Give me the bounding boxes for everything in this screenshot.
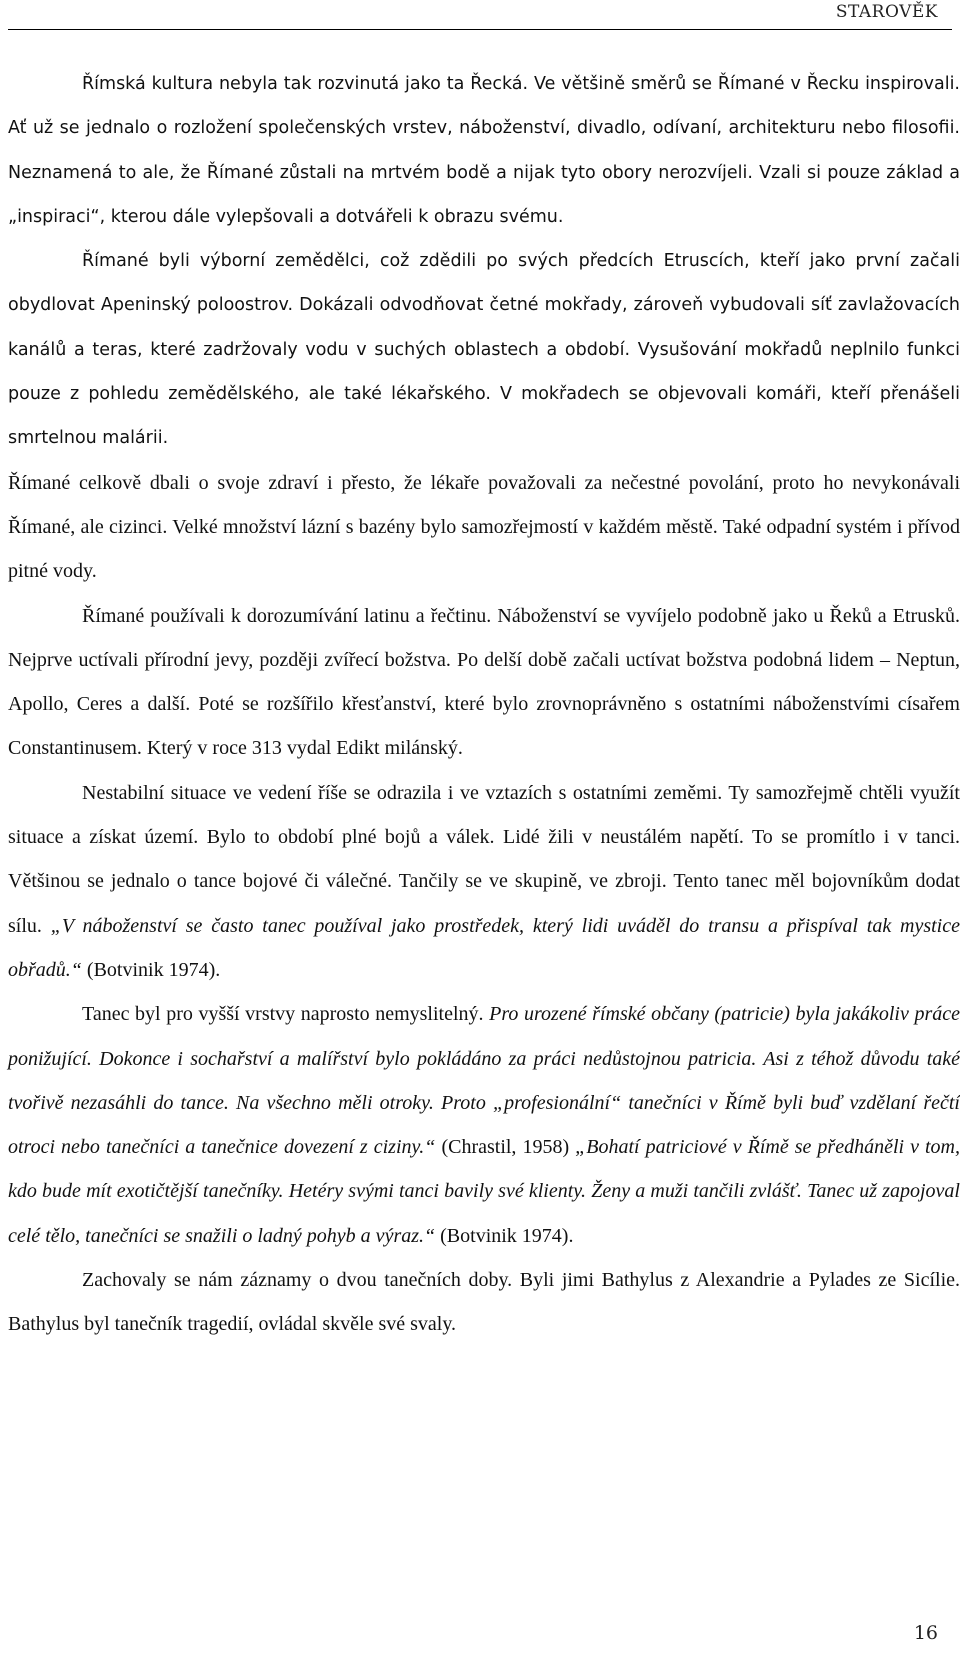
citation: (Botvinik 1974). [81, 958, 221, 981]
paragraph-health: Římané celkově dbali o svoje zdraví i přesto, že lékaře považovali za nečestné povolání, proto ho nevykonávali Římané, ale cizinci. Velké množství lázní s bazény bylo samozřejmostí v každém městě. Také odpadní systém i přívod pitné vody. [8, 471, 960, 583]
text-run: Nestabilní situace ve vedení říše se odrazila i ve vztazích s ostatními zeměmi. Ty samozřejmě chtěli využít situace a získat území. Bylo to období plné bojů a válek. Lidé žili v neustálém napětí. To se promítlo i v tanci. Většinou se jednalo o tance bojové či válečné. Tančily se ve skupině, ve zbroji. Tento tanec měl bojovníkům dodat sílu. [8, 781, 960, 937]
paragraph-agriculture: Římané byli výborní zemědělci, což zdědili po svých předcích Etruscích, kteří jako první začali obydlovat Apeninský poloostrov. Dokázali odvodňovat četné mokřady, zároveň vybudovali síť zavlažovacích kanálů a teras, které zadržovaly vodu v suchých oblastech a období. Vysušování mokřadů neplnilo funkci pouze z pohledu zemědělského, ale také lékařského. V mokřadech se objevovali komáři, kteří přenášeli smrtelnou malárii. [8, 251, 960, 449]
citation: (Chrastil, 1958) [435, 1136, 576, 1159]
paragraph-roman-culture: Římská kultura nebyla tak rozvinutá jako ta Řecká. Ve většině směrů se Římané v Řecku inspirovali. Ať už se jednalo o rozložení společenských vrstev, náboženství, divadlo, odívaní, architekturu nebo filosofii. Neznamená to ale, že Římané zůstali na mrtvém bodě a nijak tyto obory nerozvíjeli. Vzali si pouze základ a „inspiraci“, kterou dále vylepšovali a dotvářeli k obrazu svému. [8, 74, 960, 227]
body-text [8, 62, 960, 1347]
paragraph-dancers: Zachovaly se nám záznamy o dvou tanečních doby. Byli jimi Bathylus z Alexandrie a Pylades ze Sicílie. Bathylus byl tanečník tragedií, ovládal skvěle své svaly. [8, 1269, 960, 1336]
paragraph-dance-war [8, 771, 960, 992]
quote: „Bohatí patriciové v Římě se předháněli v tom, kdo bude mít exotičtější tanečníky. Hetéry svými tanci bavily své klienty. Ženy a muži tančili zvlášť. Tanec už zapojoval celé tělo, tanečníci se snažili o ladný pohyb a výraz.“ [8, 1136, 960, 1247]
quote: Pro urozené římské občany (patricie) byla jakákoliv práce ponižující. Dokonce i sochařství a malířství bylo pokládáno za práci nedůstojnou patricia. Asi z téhož důvodu také tvořivě nezasáhli do tance. Na všechno měli otroky. Proto „profesionální“ tanečníci v Římě byli buď vzdělaní řečtí otroci nebo tanečníci a tanečnice dovezení z ciziny.“ [8, 1003, 960, 1159]
paragraph-language-religion: Římané používali k dorozumívání latinu a řečtinu. Náboženství se vyvíjelo podobně jako u Řeků a Etrusků. Nejprve uctívali přírodní jevy, později zvířecí božstva. Po delší době začali uctívat božstva podobná lidem – Neptun, Apollo, Ceres a další. Poté se rozšířilo křesťanství, které bylo zrovnoprávněno s ostatními náboženstvími císařem Constantinusem. Který v roce 313 vydal Edikt milánský. [8, 604, 960, 760]
text-run: Tanec byl pro vyšší vrstvy naprosto nemyslitelný. [82, 1003, 490, 1026]
paragraph-upper-classes [8, 992, 960, 1258]
citation: (Botvinik 1974). [435, 1224, 574, 1247]
quote: „V náboženství se často tanec používal jako prostředek, který lidi uváděl do transu a přispíval tak mystice obřadů.“ [8, 914, 960, 981]
page-number: 16 [913, 1622, 938, 1644]
header-rule [8, 29, 952, 30]
running-header: STAROVĚK [835, 2, 938, 22]
